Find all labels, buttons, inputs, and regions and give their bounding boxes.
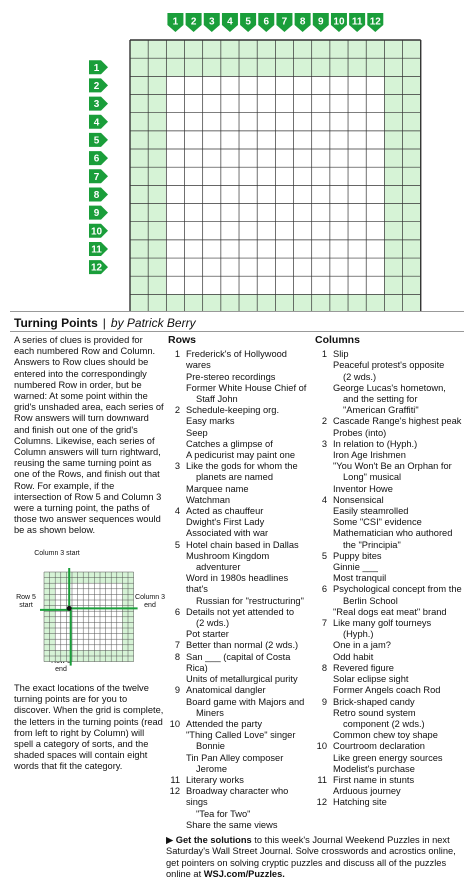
row-number: 10 bbox=[169, 718, 180, 729]
row-number: 12 bbox=[169, 786, 180, 797]
column-clue: Easily steamrolled bbox=[333, 506, 409, 517]
row-number-12: 12 bbox=[90, 262, 103, 274]
column-clue: Probes (into) bbox=[333, 427, 387, 438]
row-clue: "Thing Called Love" singer bbox=[186, 730, 296, 741]
column-number-5: 5 bbox=[245, 16, 251, 28]
row-number-5: 5 bbox=[93, 135, 100, 147]
row-clue-list bbox=[186, 786, 310, 831]
column-number: 1 bbox=[321, 349, 327, 360]
puzzle-header bbox=[14, 316, 196, 330]
column-clue-list bbox=[333, 495, 465, 551]
instructions bbox=[14, 335, 164, 537]
instructions-text: A series of clues is provided for each numbered Row and Column. Answers to Row clues should be entered into the correspondingly numbered Row in order, but be warned: At some point within the grid's unshaded area, each series of Row answers will turn downward and finish out one of the grid's Columns. Likewise, each series of Column answers will turn rightward, reusing the same turning point as one of the Rows, and finish out that Row. For example, if the intersection of Row 5 and Column 3 were a turning point, the paths of those two answer sequences would be as shown below. bbox=[14, 335, 164, 536]
puzzle-grid[interactable] bbox=[0, 0, 474, 312]
divider bbox=[10, 331, 464, 332]
row-number: 1 bbox=[174, 349, 180, 360]
column-group-9 bbox=[315, 697, 465, 742]
column-number-2: 2 bbox=[190, 16, 197, 28]
column-clue-list bbox=[333, 584, 465, 618]
row-group-4 bbox=[168, 506, 310, 540]
column-clue: Psychological concept from the bbox=[333, 584, 462, 595]
row-clue-list bbox=[186, 685, 310, 719]
column-number-1: 1 bbox=[172, 16, 179, 28]
column-number: 2 bbox=[321, 416, 327, 427]
row-clue-list bbox=[186, 607, 310, 641]
column-clue-list bbox=[333, 618, 465, 663]
column-clue: Like green energy sources bbox=[333, 752, 443, 763]
row-group-11 bbox=[168, 775, 310, 786]
row-clue: Share the same views bbox=[186, 819, 278, 830]
row-clue: Russian for "restructuring" bbox=[196, 595, 304, 606]
column-clue: In relation to (Hyph.) bbox=[333, 438, 418, 449]
row-clue: Hotel chain based in Dallas bbox=[186, 539, 299, 550]
columns-clues bbox=[315, 335, 465, 809]
label-column3-end: Column 3 end bbox=[135, 594, 165, 609]
row-group-2 bbox=[168, 405, 310, 461]
column-clue: Mathematician who authored bbox=[333, 528, 453, 539]
column-clue-list bbox=[333, 416, 465, 438]
column-number-4: 4 bbox=[227, 16, 233, 28]
title-separator: | bbox=[102, 316, 106, 330]
column-clue: Puppy bites bbox=[333, 550, 382, 561]
row-clue: Better than normal (2 wds.) bbox=[186, 640, 299, 651]
column-number-12: 12 bbox=[369, 16, 381, 28]
arrow-icon: ▶ bbox=[166, 835, 174, 845]
column-clue: "American Graffiti" bbox=[343, 405, 419, 416]
row-clue: Board game with Majors and bbox=[186, 696, 305, 707]
label-row5-start: Row 5 start bbox=[16, 594, 36, 609]
after-example-text: The exact locations of the twelve turning points are for you to discover. When the grid is complete, the letters in the turning points (read from left to right by Column) will spell a category of sorts, and the shaded spaces will contain eight words that fit the category. bbox=[14, 683, 164, 772]
column-clue: "You Won't Be an Orphan for bbox=[333, 461, 452, 472]
column-group-10 bbox=[315, 741, 465, 775]
column-clue: One in a jam? bbox=[333, 640, 391, 651]
column-clue: Inventor Howe bbox=[333, 483, 393, 494]
column-clue: Revered figure bbox=[333, 662, 394, 673]
column-group-4 bbox=[315, 495, 465, 551]
column-clue-list bbox=[333, 775, 465, 797]
row-clue-list bbox=[186, 540, 310, 607]
column-clue: (Hyph.) bbox=[343, 629, 374, 640]
label-column3-start: Column 3 start bbox=[34, 550, 80, 557]
column-group-8 bbox=[315, 663, 465, 697]
row-clue: Watchman bbox=[186, 494, 231, 505]
column-number-11: 11 bbox=[351, 16, 363, 28]
row-number-9: 9 bbox=[93, 208, 100, 220]
column-clue: Ginnie ___ bbox=[333, 562, 378, 573]
column-clue: Modelist's purchase bbox=[333, 763, 415, 774]
rows-clues bbox=[168, 335, 310, 831]
row-clue: Like the gods for whom the bbox=[186, 461, 298, 472]
column-number: 7 bbox=[321, 618, 327, 629]
row-clue-list bbox=[186, 775, 310, 786]
divider bbox=[10, 311, 464, 312]
column-clue: Brick-shaped candy bbox=[333, 696, 415, 707]
column-clue: Nonsensical bbox=[333, 494, 384, 505]
row-clue: Miners bbox=[196, 707, 224, 718]
row-group-9 bbox=[168, 685, 310, 719]
label-row5-end: end bbox=[55, 666, 67, 673]
rows-heading: Rows bbox=[168, 334, 197, 346]
row-clue: Pot starter bbox=[186, 629, 229, 640]
row-clue: Bonnie bbox=[196, 741, 225, 752]
row-clue: Jerome bbox=[196, 763, 228, 774]
footer-note bbox=[166, 835, 466, 880]
row-number-4: 4 bbox=[93, 117, 100, 129]
columns-heading: Columns bbox=[315, 334, 360, 346]
row-clue: Literary works bbox=[186, 774, 244, 785]
row-clue: Seep bbox=[186, 427, 208, 438]
after-example bbox=[14, 683, 164, 773]
column-number-3: 3 bbox=[208, 16, 215, 28]
row-number: 5 bbox=[174, 539, 180, 550]
row-clue-list bbox=[186, 405, 310, 461]
byline: by Patrick Berry bbox=[110, 316, 196, 330]
row-clue: planets are named bbox=[196, 472, 274, 483]
column-clue: Slip bbox=[333, 349, 349, 360]
row-number: 6 bbox=[174, 606, 180, 617]
row-number-7: 7 bbox=[93, 171, 100, 183]
column-clue: (2 wds.) bbox=[343, 371, 377, 382]
column-clue: component (2 wds.) bbox=[343, 718, 425, 729]
column-group-11 bbox=[315, 775, 465, 797]
column-clue: Arduous journey bbox=[333, 786, 401, 797]
row-clue: Tin Pan Alley composer bbox=[186, 752, 284, 763]
row-number-6: 6 bbox=[93, 153, 100, 165]
puzzle-grid-area bbox=[0, 0, 474, 312]
column-number-7: 7 bbox=[281, 16, 288, 28]
column-group-2 bbox=[315, 416, 465, 438]
column-clue: George Lucas's hometown, bbox=[333, 382, 446, 393]
row-clue: Details not yet attended to bbox=[186, 606, 295, 617]
column-clue: Retro sound system bbox=[333, 707, 416, 718]
example-turning-point bbox=[67, 606, 72, 611]
column-clue: "Real dogs eat meat" brand bbox=[333, 606, 447, 617]
row-number: 3 bbox=[174, 461, 180, 472]
column-clue-list bbox=[333, 551, 465, 585]
column-clue: Courtroom declaration bbox=[333, 741, 425, 752]
row-clue-list bbox=[186, 640, 310, 651]
column-group-12 bbox=[315, 797, 465, 808]
row-group-6 bbox=[168, 607, 310, 641]
row-number-3: 3 bbox=[93, 99, 100, 111]
column-clue-list bbox=[333, 439, 465, 495]
column-clue: Long" musical bbox=[343, 472, 402, 483]
row-clue: Easy marks bbox=[186, 416, 235, 427]
row-clue: Former White House Chief of bbox=[186, 382, 307, 393]
example-grid bbox=[14, 550, 164, 680]
row-clue: Broadway character who sings bbox=[186, 786, 289, 808]
row-number-10: 10 bbox=[90, 226, 103, 238]
row-clue: Marquee name bbox=[186, 483, 249, 494]
column-number-10: 10 bbox=[333, 16, 345, 28]
puzzle-title: Turning Points bbox=[14, 316, 98, 330]
column-clue: the "Principia" bbox=[343, 539, 401, 550]
row-number: 8 bbox=[174, 651, 180, 662]
column-clue: Some "CSI" evidence bbox=[333, 517, 422, 528]
column-number: 11 bbox=[317, 774, 327, 785]
example-diagram bbox=[14, 550, 164, 680]
footer-text: to this week's Journal Weekend Puzzles in next Saturday's Wall Street Journal. Solve crosswords and acrostics online, get pointers on solving cryptic puzzles and discuss all of the puzzles online at bbox=[166, 835, 456, 879]
row-number-11: 11 bbox=[91, 244, 102, 256]
column-clue: Odd habit bbox=[333, 651, 374, 662]
row-group-3 bbox=[168, 461, 310, 506]
column-clue-list bbox=[333, 797, 465, 808]
row-clue: Dwight's First Lady bbox=[186, 517, 265, 528]
row-clue: Schedule-keeping org. bbox=[186, 405, 280, 416]
column-number: 8 bbox=[321, 662, 327, 673]
row-clue-list bbox=[186, 349, 310, 405]
column-number-9: 9 bbox=[318, 16, 324, 28]
row-clue: Catches a glimpse of bbox=[186, 438, 273, 449]
row-clue: A pedicurist may paint one bbox=[186, 450, 296, 461]
row-clue-list bbox=[186, 652, 310, 686]
row-clue-list bbox=[186, 506, 310, 540]
column-clue: Hatching site bbox=[333, 797, 387, 808]
row-clue: Attended the party bbox=[186, 718, 262, 729]
row-number-1: 1 bbox=[93, 62, 100, 74]
row-number: 11 bbox=[170, 774, 180, 785]
row-number: 9 bbox=[174, 685, 180, 696]
row-group-12 bbox=[168, 786, 310, 831]
column-number: 5 bbox=[321, 550, 327, 561]
row-group-7 bbox=[168, 640, 310, 651]
row-group-1 bbox=[168, 349, 310, 405]
row-clue: Frederick's of Hollywood wares bbox=[186, 349, 287, 371]
row-clue: Acted as chauffeur bbox=[186, 506, 264, 517]
column-clue: Common chew toy shape bbox=[333, 730, 438, 741]
column-group-3 bbox=[315, 439, 465, 495]
row-group-10 bbox=[168, 719, 310, 775]
column-clue: Like many golf tourneys bbox=[333, 618, 432, 629]
row-clue-list bbox=[186, 461, 310, 506]
row-number: 7 bbox=[174, 640, 180, 651]
row-number: 2 bbox=[174, 405, 180, 416]
row-number-2: 2 bbox=[93, 80, 100, 92]
column-number-8: 8 bbox=[299, 16, 306, 28]
row-clue: (2 wds.) bbox=[196, 618, 230, 629]
column-clue-list bbox=[333, 663, 465, 697]
column-clue: First name in stunts bbox=[333, 774, 415, 785]
column-clue: Peaceful protest's opposite bbox=[333, 360, 445, 371]
row-clue: Word in 1980s headlines that's bbox=[186, 573, 289, 595]
column-clue: Iron Age Irishmen bbox=[333, 450, 406, 461]
row-clue: Pre-stereo recordings bbox=[186, 371, 276, 382]
row-number: 4 bbox=[174, 506, 180, 517]
column-number: 4 bbox=[321, 494, 327, 505]
row-clue-list bbox=[186, 719, 310, 775]
footer-link[interactable]: WSJ.com/Puzzles. bbox=[203, 868, 285, 879]
row-clue: San ___ (capital of Costa Rica) bbox=[186, 651, 291, 673]
column-number: 3 bbox=[321, 438, 327, 449]
row-clue: Associated with war bbox=[186, 528, 269, 539]
row-group-8 bbox=[168, 652, 310, 686]
column-clue: Solar eclipse sight bbox=[333, 674, 409, 685]
column-clue: Most tranquil bbox=[333, 573, 387, 584]
row-group-5 bbox=[168, 540, 310, 607]
footer-bold: Get the solutions bbox=[175, 835, 252, 845]
column-group-5 bbox=[315, 551, 465, 585]
column-clue: Former Angels coach Rod bbox=[333, 685, 441, 696]
row-clue: Mushroom Kingdom bbox=[186, 550, 270, 561]
column-clue-list bbox=[333, 697, 465, 742]
row-clue: Staff John bbox=[196, 394, 238, 405]
column-clue-list bbox=[333, 349, 465, 416]
row-clue: adventurer bbox=[196, 562, 241, 573]
column-number: 12 bbox=[316, 797, 327, 808]
column-clue: Berlin School bbox=[343, 595, 398, 606]
row-clue: Anatomical dangler bbox=[186, 685, 266, 696]
column-group-7 bbox=[315, 618, 465, 663]
column-number-6: 6 bbox=[263, 16, 270, 28]
row-clue: Units of metallurgical purity bbox=[186, 674, 298, 685]
column-clue-list bbox=[333, 741, 465, 775]
column-number: 6 bbox=[321, 584, 327, 595]
column-group-1 bbox=[315, 349, 465, 416]
row-clue: "Tea for Two" bbox=[196, 808, 251, 819]
column-number: 9 bbox=[321, 696, 327, 707]
column-clue: Cascade Range's highest peak bbox=[333, 416, 462, 427]
column-clue: and the setting for bbox=[343, 394, 418, 405]
column-number: 10 bbox=[316, 741, 327, 752]
column-group-6 bbox=[315, 584, 465, 618]
row-number-8: 8 bbox=[93, 189, 100, 201]
